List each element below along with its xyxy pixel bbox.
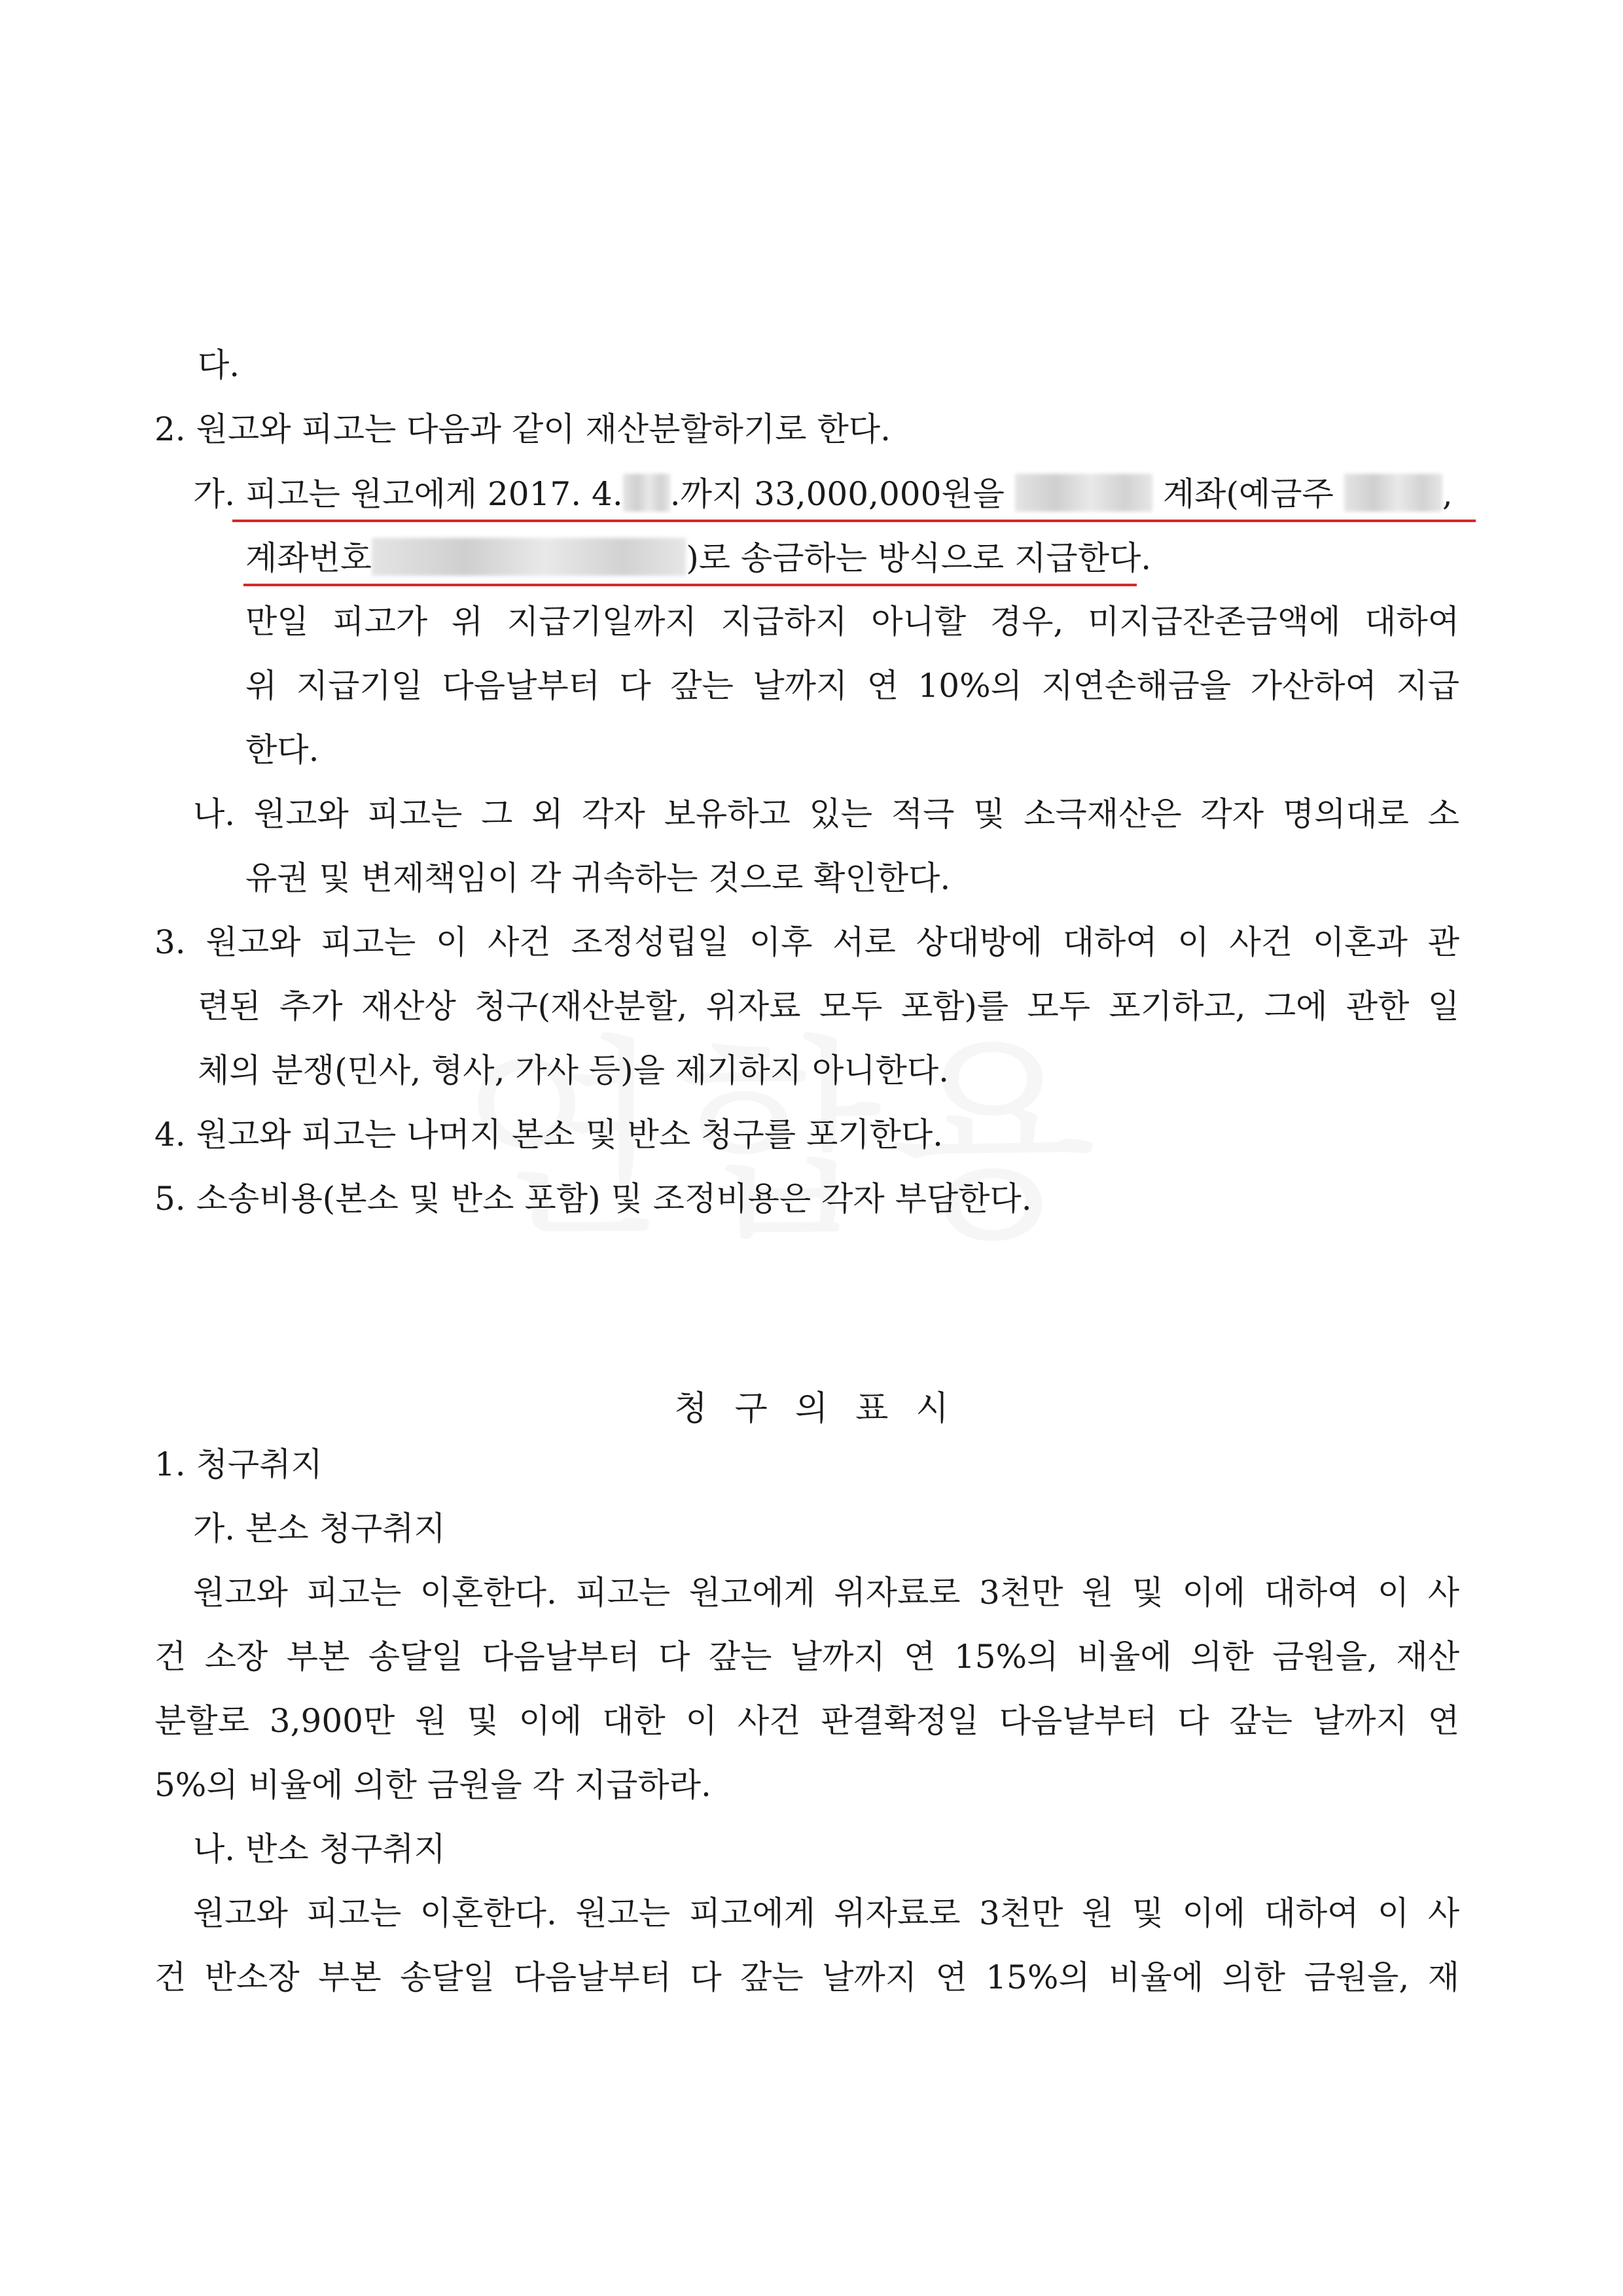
redacted-block bbox=[1015, 474, 1152, 512]
text-line: 분할로 3,900만 원 및 이에 대한 이 사건 판결확정일 다음날부터 다 갚는 날까지 연 bbox=[154, 1702, 1459, 1740]
text-line: 건 소장 부본 송달일 다음날부터 다 갚는 날까지 연 15%의 비율에 의한 금원을, 재산 bbox=[154, 1638, 1459, 1676]
text-line: 5. 소송비용(본소 및 반소 포함) 및 조정비용은 각자 부담한다. bbox=[154, 1180, 1032, 1218]
text-line: 련된 추가 재산상 청구(재산분할, 위자료 모두 포함)를 모두 포기하고, 그에 관한 일 bbox=[198, 987, 1459, 1025]
redacted-block bbox=[1344, 474, 1442, 512]
text-line: 1. 청구취지 bbox=[154, 1445, 323, 1483]
text-line: 체의 분쟁(민사, 형사, 가사 등)을 제기하지 아니한다. bbox=[198, 1051, 950, 1089]
text-line: 위 지급기일 다음날부터 다 갚는 날까지 연 10%의 지연손해금을 가산하여 지급 bbox=[245, 667, 1459, 705]
text-line: 5%의 비율에 의한 금원을 각 지급하라. bbox=[154, 1766, 711, 1804]
red-underline bbox=[243, 584, 1137, 586]
text-span: 가. 피고는 원고에게 2017. 4. bbox=[193, 475, 623, 513]
text-span: 계좌(예금주 bbox=[1162, 475, 1334, 513]
text-line: 건 반소장 부본 송달일 다음날부터 다 갚는 날까지 연 15%의 비율에 의한 금원을, 재 bbox=[154, 1958, 1459, 1996]
text-span: 계좌번호 bbox=[245, 539, 372, 577]
text-span: .까지 33,000,000원을 bbox=[669, 475, 1005, 513]
section-heading: 청구의표시 bbox=[674, 1389, 976, 1428]
red-underline bbox=[232, 520, 1476, 522]
text-line: 원고와 피고는 이혼한다. 원고는 피고에게 위자료로 3천만 원 및 이에 대하여 이 사 bbox=[193, 1894, 1459, 1932]
text-line: 가. 본소 청구취지 bbox=[193, 1510, 446, 1547]
text-line: 4. 원고와 피고는 나머지 본소 및 반소 청구를 포기한다. bbox=[154, 1116, 944, 1154]
text-line: 3. 원고와 피고는 이 사건 조정성립일 이후 서로 상대방에 대하여 이 사건 이혼과 관 bbox=[154, 923, 1459, 961]
text-line: 원고와 피고는 이혼한다. 피고는 원고에게 위자료로 3천만 원 및 이에 대하여 이 사 bbox=[193, 1574, 1459, 1612]
text-line: 나. 반소 청구취지 bbox=[193, 1830, 446, 1868]
text-line: 2. 원고와 피고는 다음과 같이 재산분할하기로 한다. bbox=[154, 410, 891, 448]
text-line: 한다. bbox=[245, 731, 319, 769]
text-line bbox=[245, 538, 1151, 578]
text-span: )로 송금하는 방식으로 지급한다. bbox=[686, 539, 1152, 577]
redacted-block bbox=[623, 474, 670, 512]
text-line: 만일 피고가 위 지급기일까지 지급하지 아니할 경우, 미지급잔존금액에 대하여 bbox=[245, 603, 1459, 641]
text-line bbox=[193, 474, 1453, 514]
text-line: 유권 및 변제책임이 각 귀속하는 것으로 확인한다. bbox=[245, 859, 951, 897]
text-line: 나. 원고와 피고는 그 외 각자 보유하고 있는 적극 및 소극재산은 각자 명의대로 소 bbox=[193, 795, 1459, 833]
text-span: , bbox=[1442, 475, 1453, 513]
text-line: 다. bbox=[198, 346, 240, 384]
redacted-block bbox=[372, 538, 686, 576]
